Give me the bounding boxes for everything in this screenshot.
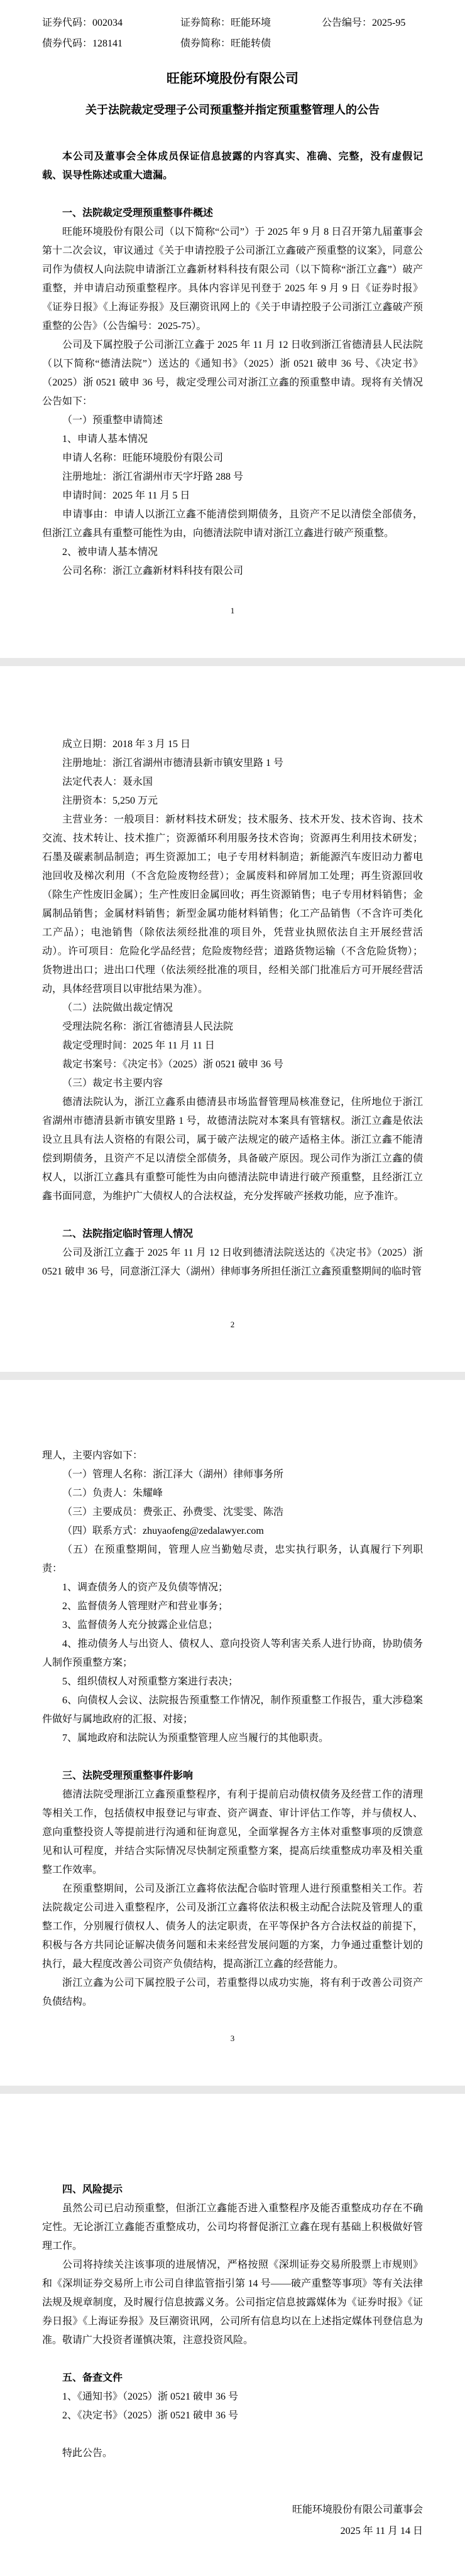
kv-line: （五）在预重整期间，管理人应当勤勉尽责，忠实执行职务，认真履行下列职责： — [42, 1544, 423, 1574]
section-heading: 四、风险提示 — [62, 2184, 123, 2195]
paragraph: 德清法院受理浙江立鑫预重整程序，有利于提前启动债权债务及经营工作的清理等相关工作，包括债权申报登记与审查、资产调查、审计评估工作等，并与债权人、意向重整投资人等提前进行沟通和征询意见，全面掌握各方主体对重整事项的反馈意见和认可程度，并结合实际情况尽快制定预重整方案，提高后续重整成功率及相关重整工作效率。 — [42, 1789, 423, 1875]
paragraph: 旺能环境股份有限公司（以下简称“公司”）于 2025 年 9 月 8 日召开第九届董事会第十二次会议，审议通过《关于申请控股子公司浙江立鑫破产预重整的议案》，同意公司作为债权人向法院申请浙江立鑫新材料科技有限公司（以下简称“浙江立鑫”）破产重整，并申请启动预重整程序。具体内容详见刊登于 2025 年 9 月 9 日《证券时报》《证券日报》《上海证券报》及巨潮资讯网上的《关于申请控股子公司浙江立鑫破产预重整的公告》（公告编号：2025-75）。 — [42, 227, 423, 331]
kv-line: 注册资本：5,250 万元 — [62, 795, 158, 806]
kv-line: 申请人名称：旺能环境股份有限公司 — [62, 453, 224, 463]
page-number: 1 — [230, 606, 235, 615]
section-heading: 二、法院指定临时管理人情况 — [62, 1229, 194, 1239]
notice-number-label: 公告编号： — [322, 18, 373, 28]
sub-heading: （一）预重整申请简述 — [62, 415, 163, 426]
stock-name-value: 旺能环境 — [231, 18, 271, 28]
kv-line: （三）主要成员：费张正、孙费雯、沈雯雯、陈浩 — [62, 1507, 284, 1517]
kv-line: 受理法院名称：浙江省德清县人民法院 — [62, 1021, 234, 1032]
company-title: 旺能环境股份有限公司 — [167, 71, 298, 86]
kv-line: 申请时间：2025 年 11 月 5 日 — [62, 490, 190, 501]
sub-heading: 2、被申请人基本情况 — [62, 547, 158, 558]
list-item: 3、监督债务人充分披露企业信息； — [62, 1620, 219, 1630]
bond-name — [180, 33, 322, 54]
section-heading: 五、备查文件 — [62, 2373, 123, 2383]
list-item: 2、《决定书》（2025）浙 0521 破申 36 号 — [62, 2410, 239, 2421]
bond-name-value: 旺能转债 — [231, 38, 271, 49]
kv-line: 注册地址：浙江省湖州市德清县新市镇安里路 1 号 — [62, 758, 284, 768]
disclaimer-statement: 本公司及董事会全体成员保证信息披露的内容真实、准确、完整，没有虚假记载、误导性陈述或重大遗漏。 — [42, 151, 423, 181]
list-item: 7、属地政府和法院认为预重整管理人应当履行的其他职责。 — [62, 1733, 329, 1743]
page-4 — [0, 2094, 465, 2576]
signature-date: 2025 年 11 月 14 日 — [340, 2526, 423, 2536]
paragraph: 公司及下属控股子公司浙江立鑫于 2025 年 11 月 12 日收到浙江省德清县人民法院（以下简称“德清法院”）送达的《通知书》（2025）浙 0521 破申 36 号、《决定书》（2025）浙 0521 破申 36 号，裁定受理公司对浙江立鑫的预重整申请。现将有关情况公告如下： — [42, 340, 423, 407]
stock-name — [180, 13, 322, 33]
sub-heading: （三）裁定书主要内容 — [62, 1078, 163, 1089]
stock-name-label: 证券简称： — [180, 18, 231, 28]
list-item: 2、监督债务人管理财产和营业事务； — [62, 1601, 229, 1612]
kv-line: 公司名称：浙江立鑫新材料科技有限公司 — [62, 566, 244, 576]
stock-code-label: 证券代码： — [42, 18, 93, 28]
page-divider — [0, 1372, 465, 1380]
list-item: 4、推动债务人与出资人、债权人、意向投资人等利害关系人进行协商，协助债务人制作预重整方案； — [42, 1639, 423, 1668]
page-number: 2 — [230, 1320, 235, 1329]
paragraph: 公司将持续关注该事项的进展情况，严格按照《深圳证券交易所股票上市规则》和《深圳证券交易所上市公司自律监管指引第 14 号——破产重整等事项》等有关法律法规及规章制度，及时履行信息披露义务。公司指定信息披露媒体为《证券时报》《证券日报》《上海证券报》及巨潮资讯网，公司所有信息均以在上述指定媒体刊登信息为准。敬请广大投资者谨慎决策，注意投资风险。 — [42, 2260, 423, 2346]
paragraph: 主营业务：一般项目：新材料技术研发；技术服务、技术开发、技术咨询、技术交流、技术转让、技术推广；资源循环利用服务技术咨询；资源再生利用技术研发；石墨及碳素制品制造；再生资源加工；电子专用材料制造；新能源汽车废旧动力蓄电池回收及梯次利用（不含危险废物经营）；金属废料和碎屑加工处理；再生资源回收（除生产性废旧金属）；生产性废旧金属回收；再生资源销售；电子专用材料销售；金属制品销售；金属材料销售；新型金属功能材料销售；化工产品销售（不含许可类化工产品）；电池销售（除依法须经批准的项目外，凭营业执照依法自主开展经营活动）。许可项目：危险化学品经营；危险废物经营；道路货物运输（不含危险货物）；货物进出口；进出口代理（依法须经批准的项目，经相关部门批准后方可开展经营活动，具体经营项目以审批结果为准）。 — [42, 814, 423, 994]
bond-code-label: 债券代码： — [42, 38, 93, 49]
page-2 — [0, 666, 465, 1372]
signature-block — [42, 2499, 423, 2542]
section-heading: 三、法院受理预重整事件影响 — [62, 1770, 194, 1781]
kv-line: （二）负责人：朱耀峰 — [62, 1488, 163, 1499]
page-number: 3 — [230, 2034, 235, 2043]
kv-line: 成立日期：2018 年 3 月 15 日 — [62, 739, 191, 750]
bond-code — [42, 33, 180, 54]
paragraph: 在预重整期间，公司及浙江立鑫将依法配合临时管理人进行预重整相关工作。若法院裁定公司进入重整程序，公司及浙江立鑫将依法积极主动配合法院及管理人的重整工作，分别履行债权人、债务人的法定职责，在平等保护各方合法权益的前提下，积极与各方共同论证解决债务问题和未来经营发展问题的方案，力争通过重整计划的执行，最大程度改善公司资产负债结构，提高浙江立鑫的经营能力。 — [42, 1883, 423, 1970]
meta-empty-cell — [322, 33, 423, 54]
sub-heading: 1、申请人基本情况 — [62, 434, 148, 445]
kv-line: 裁定受理时间：2025 年 11 月 11 日 — [62, 1040, 215, 1051]
paragraph: 申请事由：申请人以浙江立鑫不能清偿到期债务，且资产不足以清偿全部债务，但浙江立鑫具有重整可能性为由，向德清法院申请对浙江立鑫进行破产预重整。 — [42, 509, 423, 539]
list-item: 1、调查债务人的资产及负债等情况； — [62, 1582, 229, 1593]
list-item: 5、组织债权人对预重整方案进行表决； — [62, 1676, 239, 1687]
paragraph: 虽然公司已启动预重整，但浙江立鑫能否进入重整程序及能否重整成功存在不确定性。无论浙江立鑫能否重整成功，公司均将督促浙江立鑫在现有基础上积极做好管理工作。 — [42, 2203, 423, 2251]
kv-line: 裁定书案号：《决定书》（2025）浙 0521 破申 36 号 — [62, 1059, 284, 1070]
paragraph: 浙江立鑫为公司下属控股子公司，若重整得以成功实施，将有利于改善公司资产负债结构。 — [42, 1978, 423, 2007]
sub-heading: （二）法院做出裁定情况 — [62, 1003, 173, 1013]
stock-code-value: 002034 — [92, 18, 123, 28]
page-divider — [0, 658, 465, 666]
section-heading: 一、法院裁定受理预重整事件概述 — [62, 208, 214, 218]
bond-name-label: 债券简称： — [180, 38, 231, 49]
continued-paragraph: 理人，主要内容如下： — [42, 1450, 143, 1461]
list-item: 6、向债权人会议、法院报告预重整工作情况，制作预重整工作报告，重大涉稳案件做好与属地政府的汇报、对接； — [42, 1695, 423, 1725]
stock-code — [42, 13, 180, 33]
page-1 — [0, 0, 465, 658]
paragraph: 德清法院认为，浙江立鑫系由德清县市场监督管理局核准登记，住所地位于浙江省湖州市德清县新市镇安里路 1 号，故德清法院对本案具有管辖权。浙江立鑫是依法设立且具有法人资格的有限公司，属于破产法规定的破产适格主体。浙江立鑫不能清偿到期债务，且资产不足以清偿全部债务，具备破产原因。现公司作为浙江立鑫的债权人，以浙江立鑫具有重整可能性为由向德清法院申请进行破产预重整，且经浙江立鑫书面同意，为维护广大债权人的合法权益，充分发挥破产拯救功能，应予准许。 — [42, 1097, 423, 1202]
announcement-title: 关于法院裁定受理子公司预重整并指定预重整管理人的公告 — [85, 104, 380, 116]
list-item: 1、《通知书》（2025）浙 0521 破申 36 号 — [62, 2391, 239, 2402]
closing-line: 特此公告。 — [62, 2448, 113, 2459]
securities-meta-row-1 — [42, 13, 423, 33]
notice-number-value: 2025-95 — [372, 18, 406, 28]
kv-line: 法定代表人：聂永国 — [62, 777, 153, 787]
kv-line: （一）管理人名称：浙江泽大（湖州）律师事务所 — [62, 1469, 284, 1480]
notice-number — [322, 13, 423, 33]
paragraph: 公司及浙江立鑫于 2025 年 11 月 12 日收到德清法院送达的《决定书》（2025）浙 0521 破申 36 号，同意浙江泽大（湖州）律师事务所担任浙江立鑫预重整期间的临时管 — [42, 1248, 423, 1277]
kv-line: （四）联系方式：zhuyaofeng@zedalawyer.com — [62, 1526, 264, 1536]
page-3 — [0, 1380, 465, 2086]
page-divider — [0, 2086, 465, 2094]
securities-meta-row-2 — [42, 33, 423, 54]
kv-line: 注册地址：浙江省湖州市天字圩路 288 号 — [62, 472, 244, 482]
signature-company: 旺能环境股份有限公司董事会 — [292, 2504, 423, 2515]
bond-code-value: 128141 — [92, 38, 123, 49]
